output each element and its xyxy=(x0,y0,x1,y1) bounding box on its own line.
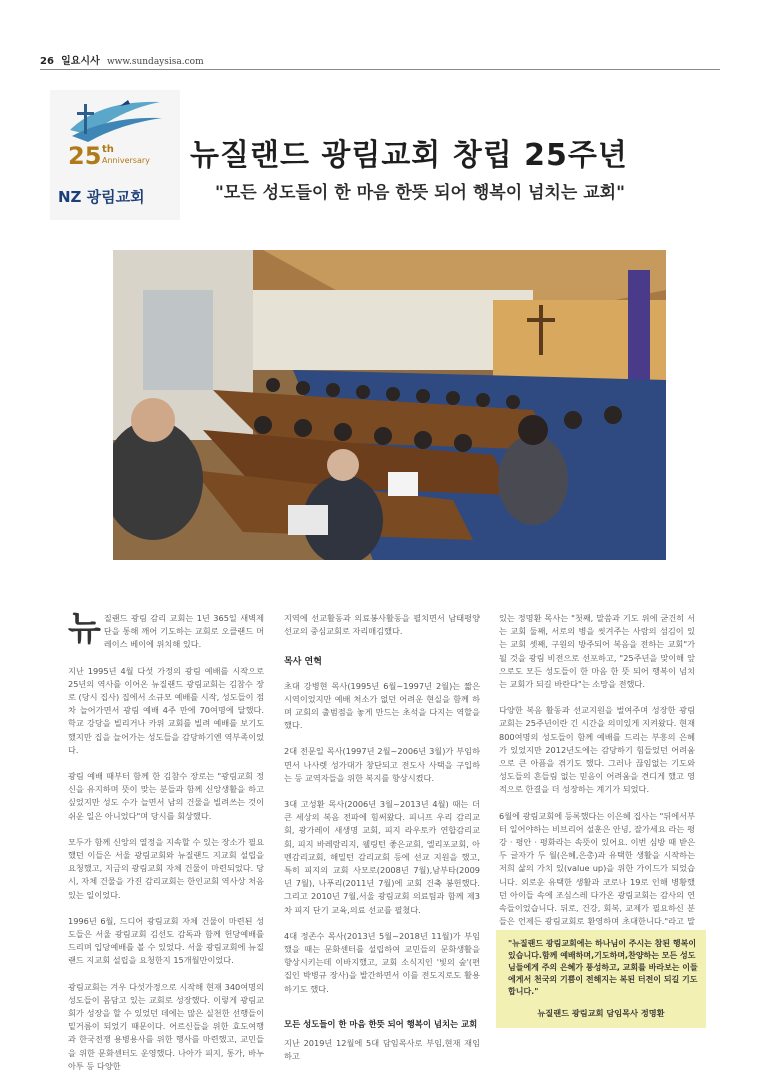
headline: 뉴질랜드 광림교회 창립 25주년 xyxy=(190,138,628,173)
article-paragraph: 2대 전문일 목사(1997년 2월~2006년 3월)가 부임하면서 나사렛 성가대가 창단되고 전도사 사택을 구입하는 등 교역자들을 위한 복지를 향상시켰다. xyxy=(284,746,480,783)
publication-url: www.sundaysisa.com xyxy=(106,57,204,67)
article-paragraph: 6월에 광림교회에 등록했다는 이은혜 집사는 "뒤에서부터 일어야하는 비브리어 설훈은 안녕, 잘가세요 라는 평강 · 평안 · 평화라는 속뜻이 있어요. 이번 심방 때 받은 두 글자가 두 월(은혜,은총)과 유택한 생활을 시작하는 저희 삶의 가치 있(value up)을 위한 가이드가 되었습니다. 외로운 유택한 생활과 코로나 19로 인해 병황했던 아이들 속에 조심스레 다가온 광림교회는 감사의 연속들이었습니다. 뒤로, 건강, 회복, 교제가 필요하신 분들은 언제든 광림교회로 환영하며 초대한니다."라고 말 xyxy=(499,810,695,927)
section-heading: 목사 연혁 xyxy=(284,657,322,668)
page-header xyxy=(40,52,720,68)
publication-name: 일요시사 xyxy=(61,56,100,67)
logo-anniversary: Anniversary xyxy=(102,156,150,165)
article-paragraph: 뉴질랜드 광림 감리 교회는 1년 365일 새벽제단을 통해 깨어 기도하는 교회로 오클랜드 머레이스 베이에 위치해 있다. xyxy=(68,609,264,650)
article-paragraph: 3대 고성환 목사(2006년 3월~2013년 4월) 때는 더 큰 세상의 복음 전파에 힘써왔다. 피니프 우리 감리교회, 광가레이 새생명 교회, 피지 라우토카 연합감리교회, 피지 바레람리지, 웰링턴 좋은교회, 엘리포교회, 아멘감리교회, 해밀턴 감리교회 등에 선교 지원을 했고, 특히 피지의 교회 사모로(2008년 7월),남부타(2009년 7월), 나푸리(2011년 7월)에 교회 건축 봉헌했다. 그리고 2010년 7월,서울 광림교회 의료팀과 함께 제3차 피지 단기 교육,의료 선교를 펼쳤다. xyxy=(284,799,480,915)
article-paragraph: 4대 정존수 목사(2013년 5월~2018년 11월)가 부임했을 때는 문화센터를 설립하여 교민들의 문화생활을 향상시키는데 이바지했고, 교회 소식지인 '빛의 숲'(편집인 박병규 장사)을 발간하면서 이를 전도지로도 활용하기도 했다. xyxy=(284,930,480,994)
logo-number: 25 xyxy=(68,142,102,170)
article-paragraph: 광림 예배 때부터 함께 한 김참수 장로는 "광림교회 정신을 유지하며 뜻이 맞는 분들과 함께 신앙생활을 하고 싶었지만 성도 수가 늘면서 남의 건물을 빌려쓰는 것이 쉬운 일은 아니었다"며 당시를 회상했다. xyxy=(68,771,264,821)
pastor-quote-box xyxy=(496,930,706,1028)
article-paragraph: 다양한 복음 활동과 선교지원을 벌여주며 성장한 광림교회는 25주년이란 긴 시간을 의미있게 지켜왔다. 현재 800여명의 성도들이 함께 예배를 드리는 부흥의 은혜가 있었지만 2012년도에는 감당하기 힘들었던 어려움으로 큰 아픔을 겪기도 했다. 그러나 끊임없는 기도와 성도들의 흔들림 없는 믿음이 어려움을 견디게 했고 영적으로 한결을 더 성장하는 계기가 되었다. xyxy=(499,705,695,795)
quote-text: "뉴질랜드 광림교회에는 하나님이 주시는 참된 행복이 있습니다.함께 예배하며,기도하며,찬양하는 모든 성도님들에게 주의 은혜가 풍성하고, 교회를 바라보는 이들에게서 천국의 기쁨이 전해지는 복된 터전이 되길 기도합니다." xyxy=(508,939,698,996)
logo-name: NZ 광림교회 xyxy=(58,188,145,206)
quote-signature: 뉴질랜드 광림교회 담임목사 정명환 xyxy=(537,1008,665,1018)
article-paragraph: 지난 1995년 4월 다섯 가정의 광림 예배를 시작으로 25년의 역사를 이어온 뉴질랜드 광림교회는 김참수 장로 (당시 집사) 집에서 소규모 예배를 시작, 성도들이 점차 늘어가면서 광림 예배 4주 만에 70여명에 달했다. 학교 강당을 빌리거나 카위 교회를 빌려 예배를 보기도 했지만 집을 늘어가는 성도들을 감당하기엔 역부족이었다. xyxy=(68,665,264,755)
article-paragraph: 광림교회는 겨우 다섯가정으로 시작해 현재 340여명의 성도들이 몸담고 있는 교회로 성장했다. 이렇게 광림교회가 성장을 할 수 있었던 데에는 많은 실천한 선행들이 밑거름이 되었기 때문이다. 어르신들을 위한 효도여행과 한국전쟁 용병용사를 위한 행사를 마련했고, 교민들을 위한 문화센터도 운영했다. 나아가 피지, 통가, 바누아투 등 다양한 xyxy=(68,981,264,1071)
article-paragraph: 있는 정명환 목사는 "첫째, 말씀과 기도 위에 굳건히 서는 교회 둘째, 서로의 병을 씻겨주는 사람의 섬김이 있는 교회 셋째, 구원의 방주되어 복음을 전하는 교회"가 될 것을 광림 비전으로 선포하고, "25주년을 맞이해 앞으로도 모든 성도들이 한 마음 한 뜻 되어 행복이 넘치는 교회가 되길 바란다"는 소망을 전했다. xyxy=(499,613,695,690)
church-logo xyxy=(50,90,180,220)
page-number: 26 xyxy=(40,56,54,67)
subheadline: "모든 성도들이 한 마음 한뜻 되어 행복이 넘치는 교회" xyxy=(215,183,625,203)
article-column-2 xyxy=(284,612,480,1076)
header-rule xyxy=(40,69,720,70)
section-heading: 모든 성도들이 한 마음 한뜻 되어 행복이 넘치는 교회 xyxy=(284,1018,478,1029)
article-column-1 xyxy=(68,609,264,1086)
drop-cap: 뉴 xyxy=(68,609,101,649)
logo-suffix: th xyxy=(102,144,114,155)
article-paragraph: 초대 강병현 목사(1995년 6월~1997년 2월)는 짧은 시역이었지만 예배 처소가 없던 어려운 현실을 함께 하며 교회의 출범점을 놓게 만드는 초석을 다지는 역할을 했다. xyxy=(284,680,480,731)
church-service-photo xyxy=(113,250,666,560)
article-paragraph: 1996년 6월, 드디어 광림교회 자체 건물이 마련된 성도들은 서울 광림교회 김선도 감독과 함께 헌당예배를 드리며 입당예배를 볼 수 있었다. 서울 광림교회에 뉴질랜드 지교회 설립을 요청한지 15개월만이었다. xyxy=(68,915,264,966)
article-paragraph: 모두가 함께 신앙의 열정을 지속할 수 있는 장소가 필요했던 이들은 서울 광림교회와 뉴질랜드 지교회 설립을 요청했고, 지금의 광림교회 자체 건물이 마련되었다. 당시, 자체 건물을 가진 감리교회는 한인교회 역사상 처음 있는 일이었다. xyxy=(68,836,264,900)
article-paragraph: 지난 2019년 12월에 5대 담임목사로 부임,현재 재임하고 xyxy=(284,1038,480,1062)
article-column-3 xyxy=(499,612,695,955)
article-paragraph: 지역에 선교활동과 의료봉사활동을 펼치면서 남태평양 선교의 중심교회로 자리매김했다. xyxy=(284,613,480,637)
